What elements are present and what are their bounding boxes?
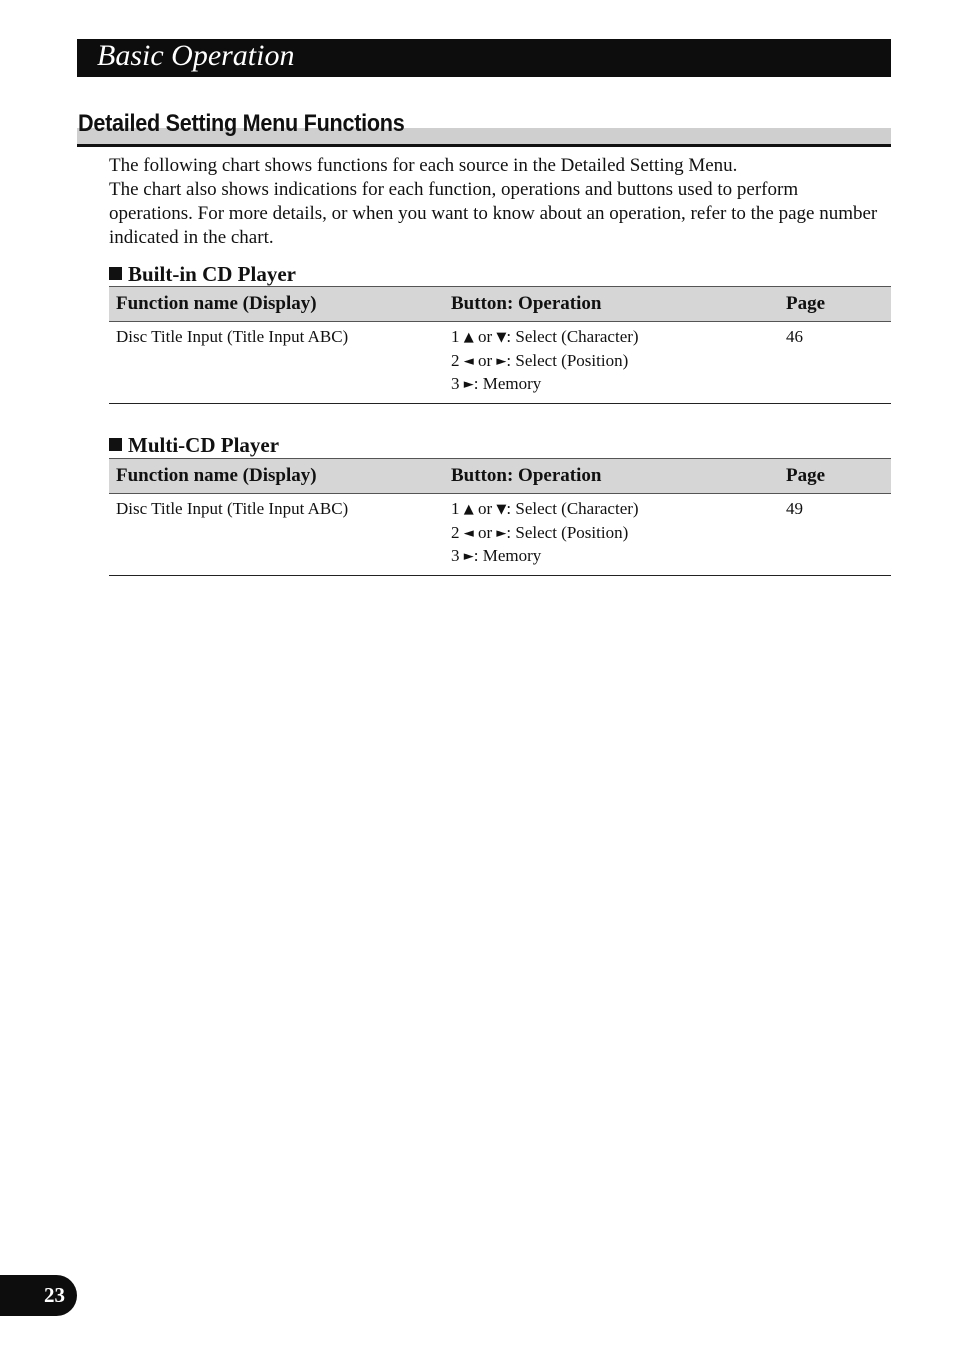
step-action: : Memory <box>473 374 542 393</box>
right-arrow-icon: ► <box>496 525 507 541</box>
subheading-multi-cd <box>109 433 279 457</box>
up-arrow-icon: ▲ <box>463 502 474 517</box>
function-name-cell: Disc Title Input (Title Input ABC) <box>116 327 349 346</box>
function-table-multi-cd <box>109 458 891 576</box>
down-arrow-icon: ▼ <box>496 502 507 517</box>
table-header-row <box>109 287 891 322</box>
intro-line-1: The following chart shows functions for each source in the Detailed Setting Menu. <box>109 155 738 176</box>
right-arrow-icon: ► <box>463 377 474 392</box>
step-number: 3 <box>451 374 460 393</box>
page-number-tab <box>0 1275 77 1316</box>
page-cell: 49 <box>786 499 803 518</box>
step-number: 3 <box>451 546 460 565</box>
operation-cell <box>444 322 779 404</box>
step-number: 1 <box>451 327 460 346</box>
page-cell: 46 <box>786 327 803 346</box>
section-header <box>77 108 891 147</box>
step-action: : Select (Character) <box>506 499 639 518</box>
step-action: : Select (Character) <box>506 327 639 346</box>
chapter-banner <box>77 39 891 77</box>
operation-cell <box>444 494 779 576</box>
operation-step-2 <box>451 522 779 546</box>
column-header-function: Function name (Display) <box>109 287 444 322</box>
left-arrow-icon: ◄ <box>463 353 474 369</box>
square-bullet-icon <box>109 267 122 280</box>
operation-step-3 <box>451 373 779 397</box>
chapter-title: Basic Operation <box>97 39 295 72</box>
right-arrow-icon: ► <box>463 549 474 564</box>
subheading-built-in-cd <box>109 262 296 286</box>
step-action: : Memory <box>473 546 542 565</box>
left-arrow-icon: ◄ <box>463 525 474 541</box>
or-text: or <box>478 350 493 370</box>
intro-text <box>109 154 879 250</box>
column-header-operation: Button: Operation <box>444 459 779 494</box>
column-header-function: Function name (Display) <box>109 459 444 494</box>
function-table-built-in-cd <box>109 286 891 404</box>
step-number: 1 <box>451 499 460 518</box>
page-number: 23 <box>44 1283 65 1307</box>
column-header-page: Page <box>779 287 891 322</box>
table-row <box>109 494 891 576</box>
or-text: or <box>478 499 493 518</box>
step-action: : Select (Position) <box>506 350 629 370</box>
up-arrow-icon: ▲ <box>463 330 474 345</box>
subheading-label: Multi-CD Player <box>128 433 280 457</box>
section-title: Detailed Setting Menu Functions <box>78 110 405 137</box>
or-text: or <box>478 522 493 542</box>
or-text: or <box>478 327 493 346</box>
down-arrow-icon: ▼ <box>496 330 507 345</box>
step-number: 2 <box>451 350 460 370</box>
function-name-cell: Disc Title Input (Title Input ABC) <box>116 499 349 518</box>
section-header-rule <box>77 144 891 147</box>
operation-step-3 <box>451 545 779 569</box>
column-header-page: Page <box>779 459 891 494</box>
right-arrow-icon: ► <box>496 353 507 369</box>
subheading-label: Built-in CD Player <box>128 262 296 286</box>
square-bullet-icon <box>109 438 122 451</box>
table-header-row <box>109 459 891 494</box>
column-header-operation: Button: Operation <box>444 287 779 322</box>
intro-line-2: The chart also shows indications for each function, operations and buttons used to perform operations. For more details, or when you want to know about an operation, refer to the page number indicated in the chart. <box>109 179 878 248</box>
operation-step-2 <box>451 350 779 374</box>
operation-step-1 <box>451 498 779 522</box>
step-number: 2 <box>451 522 460 542</box>
table-row <box>109 322 891 404</box>
step-action: : Select (Position) <box>506 522 629 542</box>
operation-step-1 <box>451 326 779 350</box>
